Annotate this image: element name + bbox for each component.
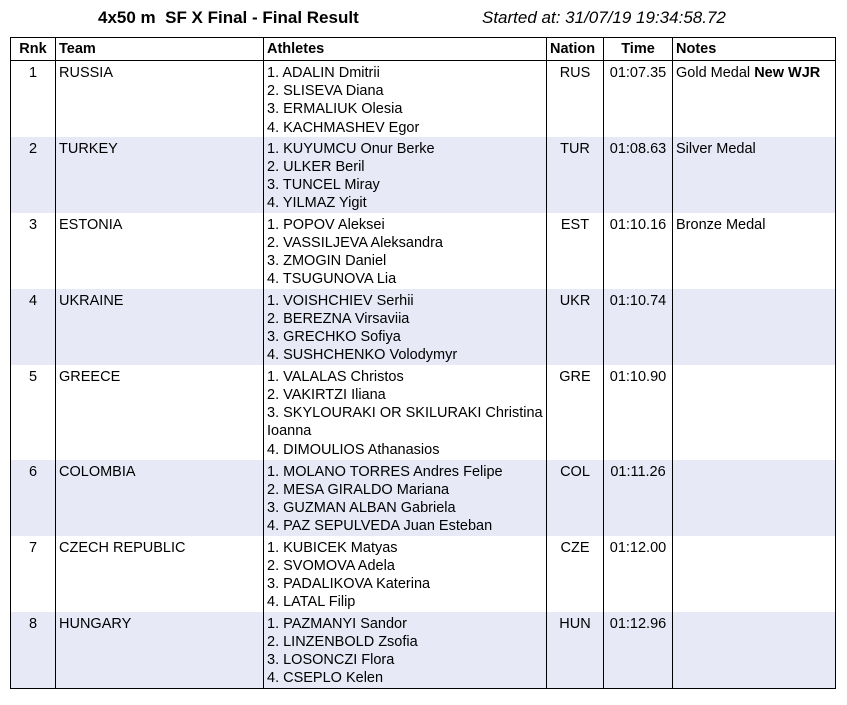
athlete-name: 4. SUSHCHENKO Volodymyr [267,347,458,364]
notes-cell [673,213,836,289]
time-cell: 01:12.96 [604,612,673,688]
result-row [11,289,836,365]
athlete-name: 3. PADALIKOVA Katerina [267,576,431,593]
team-cell: ESTONIA [56,213,264,289]
notes-cell [673,61,836,137]
nation-cell: GRE [547,365,604,460]
result-row [11,61,836,137]
rank-cell: 5 [11,365,56,460]
athlete-name: 2. SVOMOVA Adela [267,558,395,575]
athlete-name: 2. VAKIRTZI Iliana [267,387,386,404]
rank-cell: 3 [11,213,56,289]
team-cell: UKRAINE [56,289,264,365]
table-header-row [11,38,836,61]
athletes-cell [264,612,547,688]
rank-cell: 2 [11,137,56,213]
athlete-name: 4. LATAL Filip [267,594,356,611]
notes-text: Silver Medal [676,140,756,157]
result-row [11,365,836,460]
athletes-cell [264,365,547,460]
time-cell: 01:10.90 [604,365,673,460]
record-text: New WJR [754,65,821,81]
athlete-name: 2. VASSILJEVA Aleksandra [267,235,443,252]
rank-cell: 6 [11,460,56,536]
athlete-name: 4. PAZ SEPULVEDA Juan Esteban [267,518,493,535]
athlete-name: 4. KACHMASHEV Egor [267,119,420,136]
team-cell: GREECE [56,365,264,460]
notes-cell [673,612,836,688]
team-cell: TURKEY [56,137,264,213]
notes-cell [673,137,836,213]
result-row [11,612,836,688]
athlete-name: 3. GUZMAN ALBAN Gabriela [267,500,456,517]
start-time: Started at: 31/07/19 19:34:58.72 [482,8,726,27]
col-header-nation: Nation [547,38,604,61]
time-cell: 01:08.63 [604,137,673,213]
team-cell: COLOMBIA [56,460,264,536]
athlete-name: 2. MESA GIRALDO Mariana [267,482,450,499]
event-title: 4x50 m SF X Final - Final Result [98,8,359,27]
athlete-name: 3. ERMALIUK Olesia [267,101,403,118]
notes-text: Bronze Medal [676,216,766,233]
nation-cell: UKR [547,289,604,365]
result-row [11,137,836,213]
nation-cell: COL [547,460,604,536]
nation-cell: CZE [547,536,604,612]
col-header-notes: Notes [673,38,836,61]
athlete-name: 1. KUYUMCU Onur Berke [267,140,435,157]
athlete-name: 2. BEREZNA Virsaviia [267,311,410,328]
team-cell: HUNGARY [56,612,264,688]
athlete-name: 4. CSEPLO Kelen [267,670,384,687]
time-cell: 01:11.26 [604,460,673,536]
athlete-name: 3. GRECHKO Sofiya [267,329,401,346]
athletes-cell [264,289,547,365]
result-row [11,460,836,536]
nation-cell: RUS [547,61,604,137]
notes-cell [673,460,836,536]
athlete-name: 1. PAZMANYI Sandor [267,615,407,632]
col-header-rank: Rnk [11,38,56,61]
athlete-name: 3. ZMOGIN Daniel [267,253,387,270]
nation-cell: TUR [547,137,604,213]
time-cell: 01:07.35 [604,61,673,137]
athlete-name: 1. VOISHCHIEV Serhii [267,292,414,309]
time-cell: 01:10.16 [604,213,673,289]
athlete-name: 1. POPOV Aleksei [267,216,385,233]
rank-cell: 1 [11,61,56,137]
col-header-team: Team [56,38,264,61]
athlete-name: 2. LINZENBOLD Zsofia [267,634,418,651]
nation-cell: EST [547,213,604,289]
athletes-cell [264,460,547,536]
athletes-cell [264,536,547,612]
notes-cell [673,536,836,612]
athlete-name: 3. LOSONCZI Flora [267,652,395,669]
results-table [10,37,836,689]
notes-cell [673,365,836,460]
nation-cell: HUN [547,612,604,688]
athlete-name: 4. TSUGUNOVA Lia [267,271,397,288]
notes-text: Gold Medal [676,65,755,81]
col-header-time: Time [604,38,673,61]
athlete-name: 1. MOLANO TORRES Andres Felipe [267,463,503,480]
athlete-name: 1. VALALAS Christos [267,368,404,385]
athlete-name: 4. DIMOULIOS Athanasios [267,441,440,458]
athlete-name: 1. KUBICEK Matyas [267,539,398,556]
athlete-name: 1. ADALIN Dmitrii [267,65,380,81]
athlete-name: 3. TUNCEL Miray [267,177,380,194]
athlete-name: 4. YILMAZ Yigit [267,195,367,212]
rank-cell: 7 [11,536,56,612]
result-row [11,536,836,612]
athlete-name: 3. SKYLOURAKI OR SKILURAKI Christina Ioanna [267,405,543,440]
athlete-name: 2. SLISEVA Diana [267,83,384,100]
time-cell: 01:10.74 [604,289,673,365]
team-cell: RUSSIA [56,61,264,137]
col-header-athletes: Athletes [264,38,547,61]
result-row [11,213,836,289]
rank-cell: 4 [11,289,56,365]
results-body [11,61,836,689]
athletes-cell [264,213,547,289]
team-cell: CZECH REPUBLIC [56,536,264,612]
athletes-cell [264,137,547,213]
athlete-name: 2. ULKER Beril [267,159,365,176]
notes-cell [673,289,836,365]
time-cell: 01:12.00 [604,536,673,612]
athletes-cell [264,61,547,137]
rank-cell: 8 [11,612,56,688]
